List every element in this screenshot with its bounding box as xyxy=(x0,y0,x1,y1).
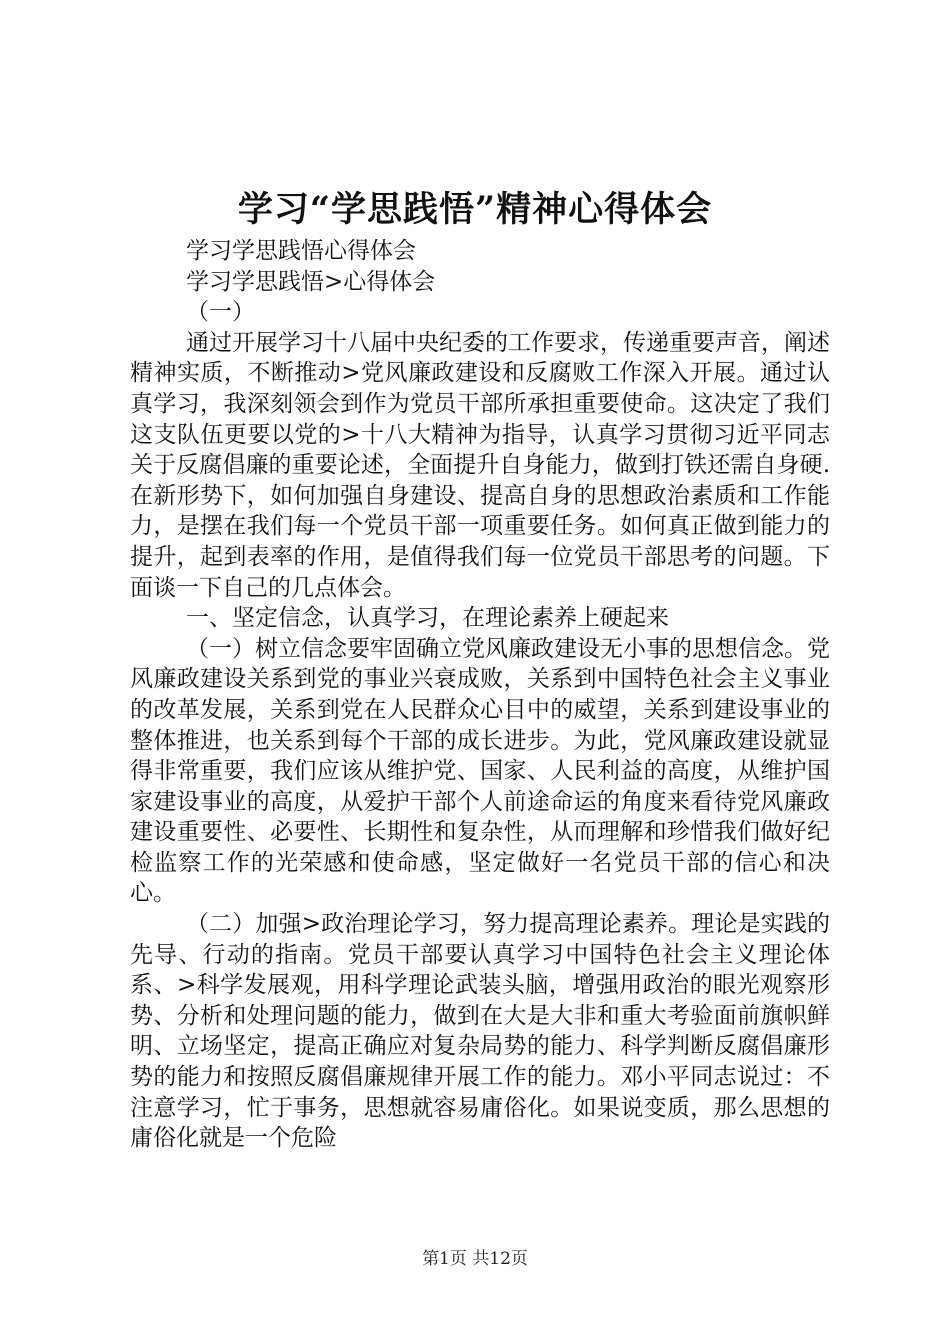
document-title: 学习“学思践悟”精神心得体会 xyxy=(237,189,713,230)
subtitle-line: 学习学思践悟>心得体会 xyxy=(186,268,436,295)
paragraph: （二）加强>政治理论学习，努力提高理论素养。理论是实践的先导、行动的指南。党员干部要认真学习中国特色社会主义理论体系、>科学发展观，用科学理论武装头脑，增强用政治的眼光观察形势、分析和处理问题的能力，做到在大是大非和重大考验面前旗帜鲜明、立场坚定，提高正确应对复杂局势的能力、科学判断反腐倡廉形势的能力和按照反腐倡廉规律开展工作的能力。邓小平同志说过：不注意学习，忙于事务，思想就容易庸俗化。如果说变质，那么思想的庸俗化就是一个危险 xyxy=(130,911,830,1152)
section-heading: 一、坚定信念，认真学习，在理论素养上硬起来 xyxy=(186,605,669,632)
paragraph: 通过开展学习十八届中央纪委的工作要求，传递重要声音，阐述精神实质，不断推动>党风廉政建设和反腐败工作深入开展。通过认真学习，我深刻领会到作为党员干部所承担重要使命。这决定了我们这支队伍更要以党的>十八大精神为指导，认真学习贯彻习近平同志关于反腐倡廉的重要论述，全面提升自身能力，做到打铁还需自身硬.在新形势下，如何加强自身建设、提高自身的思想政治素质和工作能力，是摆在我们每一个党员干部一项重要任务。如何真正做到能力的提升，起到表率的作用，是值得我们每一位党员干部思考的问题。下面谈一下自己的几点体会。 xyxy=(130,329,830,601)
document-body xyxy=(130,236,830,1154)
subtitle-line: 学习学思践悟心得体会 xyxy=(186,238,416,264)
page-footer: 第1页 共12页 xyxy=(422,1249,528,1269)
paragraph: （一）树立信念要牢固确立党风廉政建设无小事的思想信念。党风廉政建设关系到党的事业兴衰成败，关系到中国特色社会主义事业的改革发展，关系到党在人民群众心目中的威望，关系到建设事业的整体推进，也关系到每个干部的成长进步。为此，党风廉政建设就显得非常重要，我们应该从维护党、国家、人民利益的高度，从维护国家建设事业的高度，从爱护干部个人前途命运的角度来看待党风廉政建设重要性、必要性、长期性和复杂性，从而理解和珍惜我们做好纪检监察工作的光荣感和使命感，坚定做好一名党员干部的信心和决心。 xyxy=(130,635,830,907)
section-mark: （一） xyxy=(186,299,255,326)
